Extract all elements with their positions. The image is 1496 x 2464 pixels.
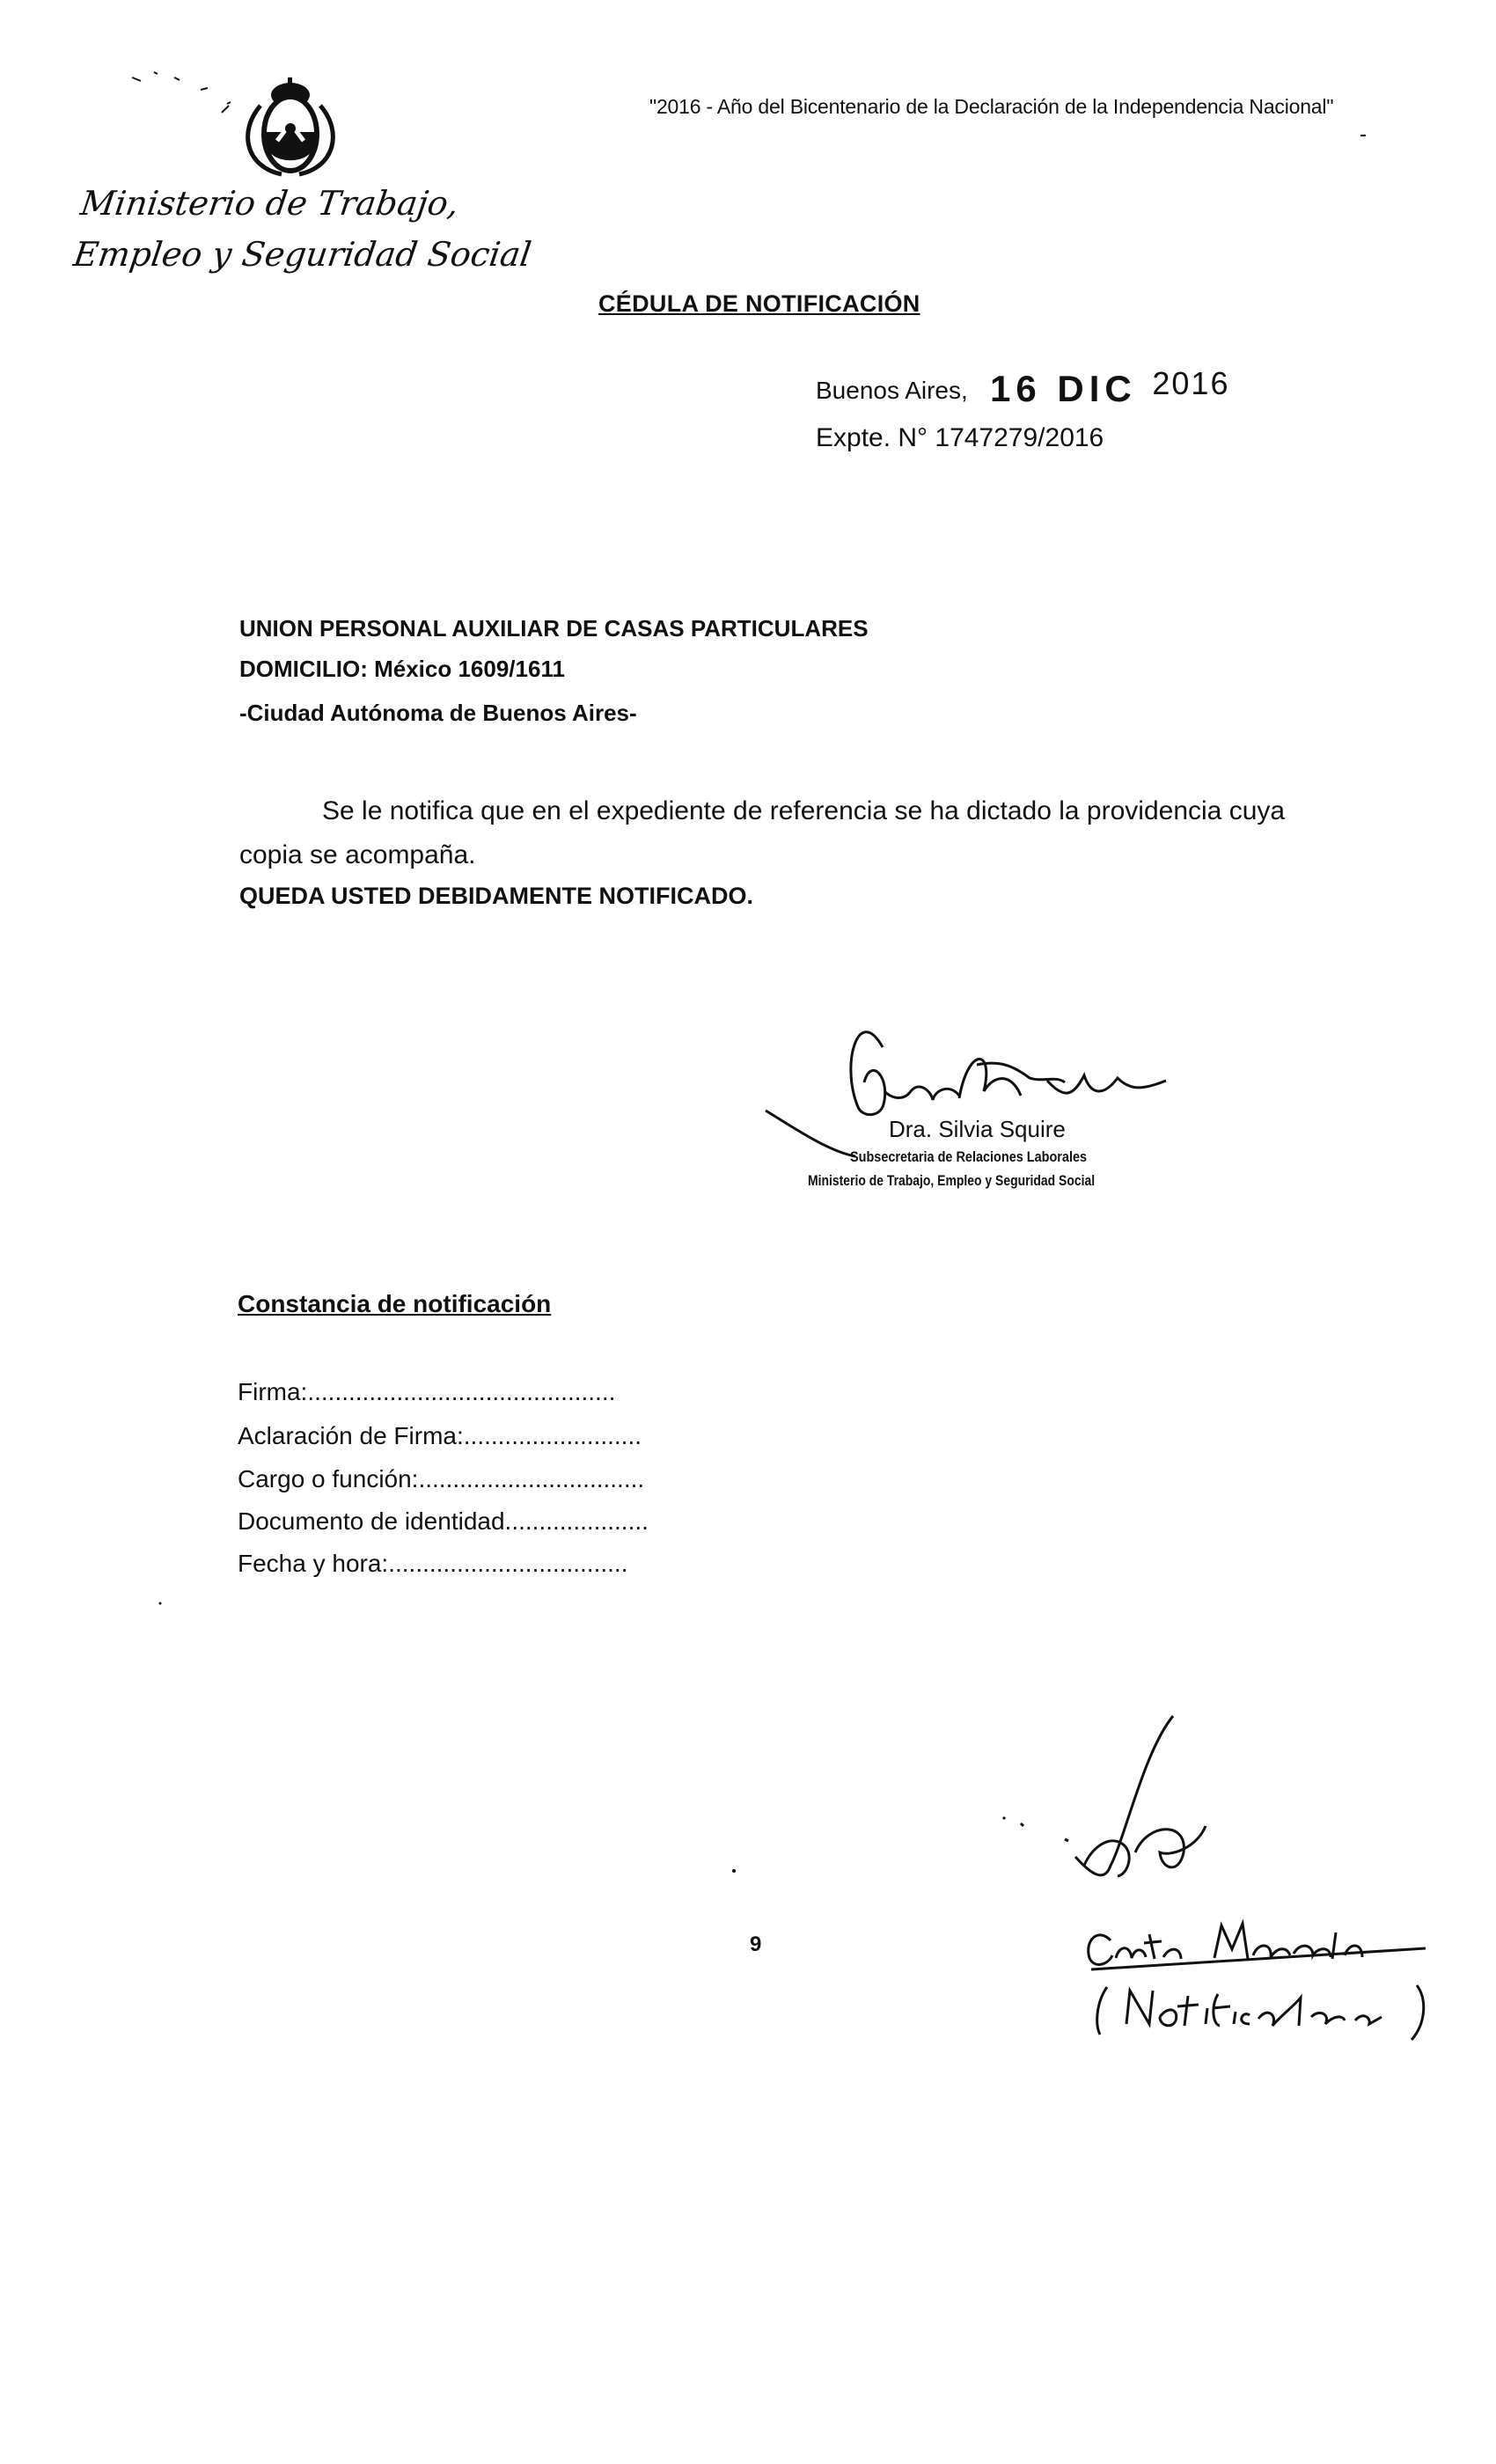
field-cargo: Cargo o función:.................................	[238, 1465, 645, 1492]
signatory-title: Subsecretaria de Relaciones Laborales	[850, 1148, 1088, 1165]
recipient-city: -Ciudad Autónoma de Buenos Aires-	[239, 700, 637, 726]
page-number: 9	[750, 1932, 762, 1956]
field-firma: Firma:.............................................	[238, 1378, 616, 1405]
date-stamp	[990, 365, 1230, 410]
date-stamp-year: 2016	[1152, 365, 1230, 401]
recipient-address: DOMICILIO: México 1609/1611	[239, 656, 565, 682]
ministry-name: Ministerio de Trabajo, Empleo y Seguridad Social	[70, 184, 534, 274]
recipient-name: UNION PERSONAL AUXILIAR DE CASAS PARTICULARES	[239, 615, 869, 642]
field-aclaracion: Aclaración de Firma:..........................	[238, 1422, 642, 1449]
constancia-heading: Constancia de notificación	[238, 1290, 552, 1317]
date-stamp-day-month: 16 DIC	[990, 368, 1137, 409]
signatory-name: Dra. Silvia Squire	[889, 1116, 1066, 1142]
signatory-ministry: Ministerio de Trabajo, Empleo y Seguridad Social	[808, 1172, 1096, 1189]
handwritten-signature	[1003, 1716, 1426, 2040]
expediente-number: Expte. N° 1747279/2016	[816, 423, 1104, 452]
field-fecha-hora: Fecha y hora:...................................	[238, 1550, 628, 1577]
place-label: Buenos Aires,	[816, 377, 968, 404]
slogan: "2016 - Año del Bicentenario de la Declaración de la Independencia Nacional"	[649, 95, 1334, 118]
notified-statement: QUEDA USTED DEBIDAMENTE NOTIFICADO.	[239, 883, 754, 909]
document-title: CÉDULA DE NOTIFICACIÓN	[598, 290, 920, 317]
notification-body: Se le notifica que en el expediente de referencia se ha dictado la providencia cuya copia se acompaña.	[239, 796, 1286, 869]
field-documento: Documento de identidad.....................	[238, 1507, 649, 1535]
coat-of-arms-icon	[248, 77, 334, 174]
